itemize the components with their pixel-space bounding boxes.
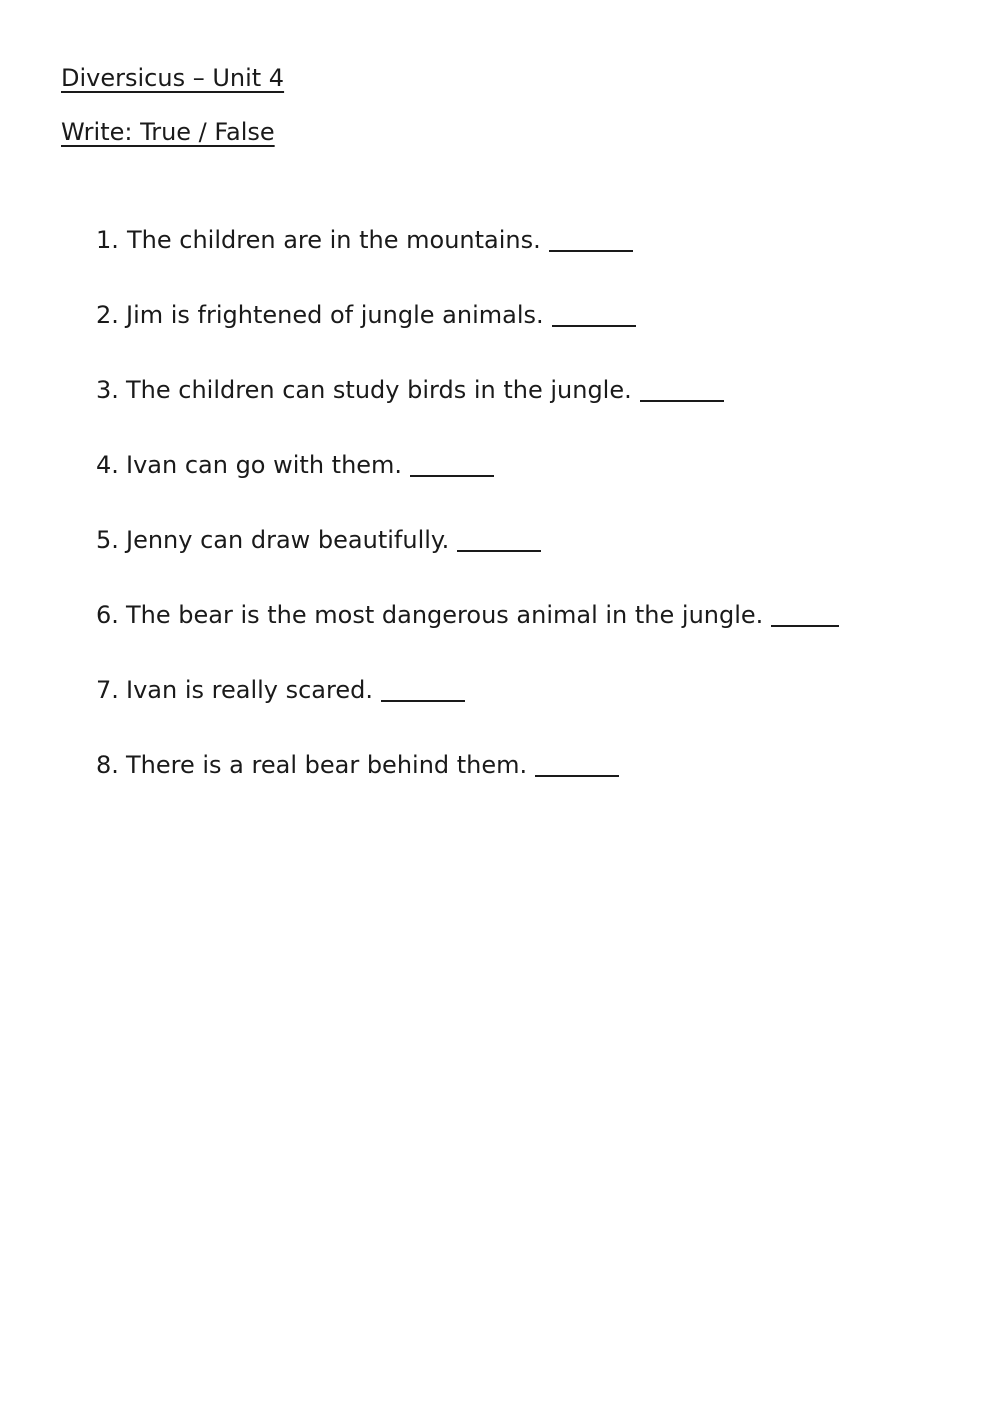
question-item	[96, 226, 839, 301]
question-text: The children can study birds in the jungle.	[126, 376, 632, 404]
question-number: 5.	[96, 526, 119, 554]
answer-blank[interactable]	[381, 676, 465, 702]
question-number: 8.	[96, 751, 119, 779]
question-item	[96, 451, 839, 526]
worksheet-title: Diversicus – Unit 4	[61, 64, 285, 92]
question-number: 2.	[96, 301, 119, 329]
question-text: Jim is frightened of jungle animals.	[126, 301, 544, 329]
worksheet-instruction: Write: True / False	[61, 118, 275, 146]
question-number: 7.	[96, 676, 119, 704]
answer-blank[interactable]	[552, 301, 636, 327]
question-number: 6.	[96, 601, 119, 629]
question-text: Ivan can go with them.	[126, 451, 403, 479]
question-number: 3.	[96, 376, 119, 404]
answer-blank[interactable]	[535, 751, 619, 777]
question-text: There is a real bear behind them.	[126, 751, 528, 779]
question-item	[96, 751, 839, 826]
question-list	[96, 226, 839, 826]
question-item	[96, 301, 839, 376]
answer-blank[interactable]	[410, 451, 494, 477]
question-number: 1.	[96, 226, 119, 254]
answer-blank[interactable]	[549, 226, 633, 252]
question-item	[96, 601, 839, 676]
question-item	[96, 676, 839, 751]
question-text: Jenny can draw beautifully.	[126, 526, 450, 554]
question-item	[96, 376, 839, 451]
answer-blank[interactable]	[640, 376, 724, 402]
question-item	[96, 526, 839, 601]
answer-blank[interactable]	[457, 526, 541, 552]
question-text: The bear is the most dangerous animal in the jungle.	[126, 601, 764, 629]
answer-blank[interactable]	[771, 601, 839, 627]
question-text: The children are in the mountains.	[127, 226, 541, 254]
question-text: Ivan is really scared.	[126, 676, 373, 704]
question-number: 4.	[96, 451, 119, 479]
